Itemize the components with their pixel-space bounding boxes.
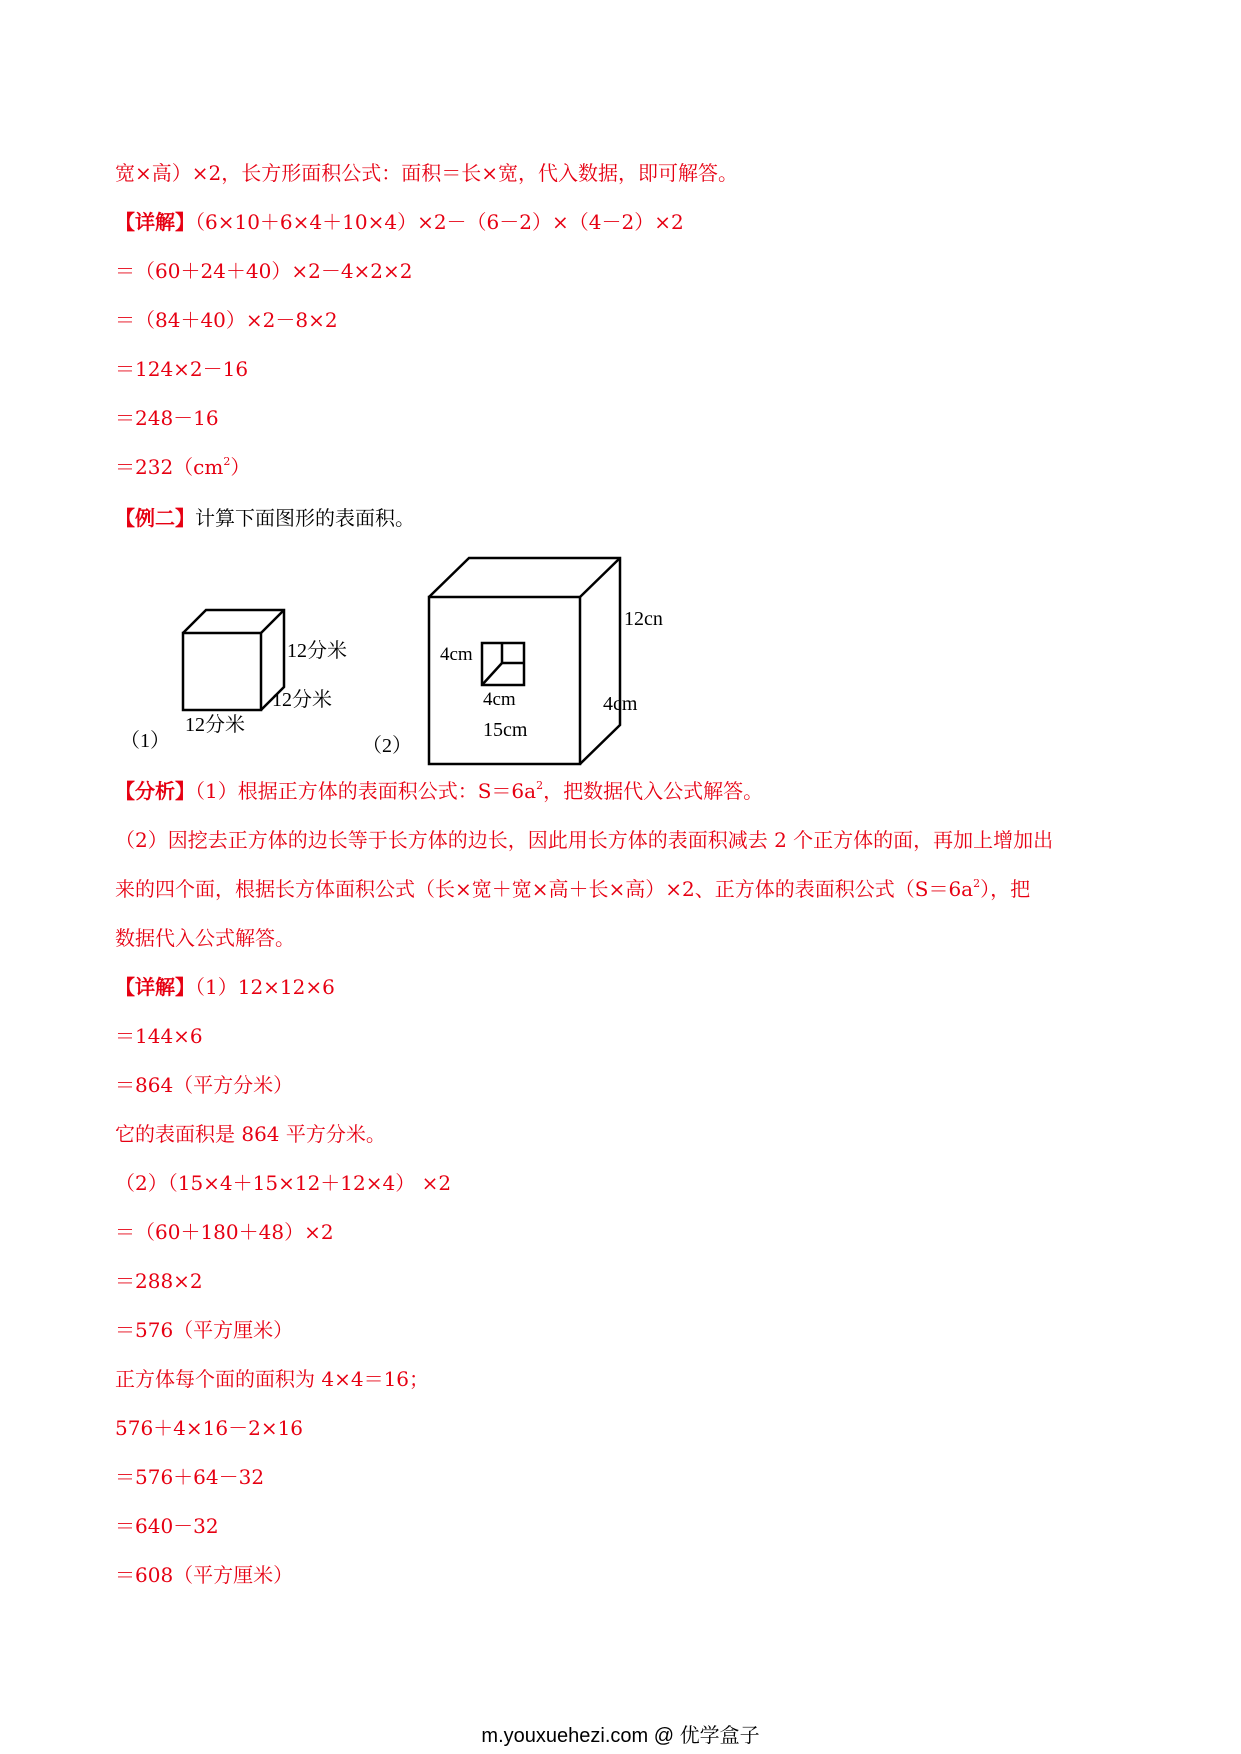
cube-width-label: 12分米 <box>185 714 245 736</box>
result-a: ＝232（cm <box>115 455 224 479</box>
solution-formula: （6×10＋6×4＋10×4）×2－（6－2）×（4－2）×2 <box>195 210 684 234</box>
text-line: ＝608（平方厘米） <box>115 1563 294 1587</box>
hole-bottom-label: 4cm <box>483 689 516 710</box>
example-heading <box>115 503 415 533</box>
superscript: 2 <box>973 877 981 890</box>
cuboid-figure <box>362 550 690 760</box>
analysis-a: （1）根据正方体的表面积公式：S＝6a <box>195 779 537 803</box>
text-line: ＝248－16 <box>115 406 219 430</box>
text-line <box>115 874 1030 904</box>
text-line <box>115 452 250 482</box>
text-line: ＝576＋64－32 <box>115 1465 265 1489</box>
text-line: ＝144×6 <box>115 1024 203 1048</box>
text-line: 576＋4×16－2×16 <box>115 1416 304 1440</box>
text-line: 宽×高）×2，长方形面积公式：面积＝长×宽，代入数据，即可解答。 <box>115 161 738 185</box>
example-text: 计算下面图形的表面积。 <box>195 506 415 530</box>
text-line: ＝（60＋24＋40）×2－4×2×2 <box>115 259 413 283</box>
text-line: 它的表面积是 864 平方分米。 <box>115 1122 386 1146</box>
solution-tag: 【详解】 <box>115 975 195 999</box>
superscript: 2 <box>536 779 544 792</box>
paragraph-a: 来的四个面，根据长方体面积公式（长×宽＋宽×高＋长×高）×2、正方体的表面积公式（S＝6a <box>115 877 974 901</box>
figure-1-label: （1） <box>120 730 170 752</box>
text-line <box>115 972 335 1002</box>
cube-depth-label: 12分米 <box>272 689 332 711</box>
text-line: ＝288×2 <box>115 1269 203 1293</box>
result-b: ） <box>230 455 251 479</box>
cuboid-height-label: 12cn <box>624 608 663 630</box>
text-line: （2）因挖去正方体的边长等于长方体的边长，因此用长方体的表面积减去 2 个正方体的面，再加上增加出 <box>115 828 1054 852</box>
figure-2-label: （2） <box>362 735 412 757</box>
cube-height-label: 12分米 <box>287 640 347 662</box>
superscript: 2 <box>223 455 231 468</box>
example-tag: 【例二】 <box>115 506 195 530</box>
solution-tag: 【详解】 <box>115 210 195 234</box>
text-line: ＝864（平方分米） <box>115 1073 294 1097</box>
text-line: ＝640－32 <box>115 1514 219 1538</box>
hole-side-label: 4cm <box>440 644 473 665</box>
cuboid-width-label: 15cm <box>483 719 528 741</box>
analysis-b: ，把数据代入公式解答。 <box>543 779 764 803</box>
text-line: 正方体每个面的面积为 4×4＝16； <box>115 1367 430 1391</box>
text-line <box>115 776 763 806</box>
text-line: ＝124×2－16 <box>115 357 249 381</box>
solution-text: （1）12×12×6 <box>195 975 335 999</box>
text-line: ＝576（平方厘米） <box>115 1318 294 1342</box>
text-line: （2）（15×4＋15×12＋12×4） ×2 <box>115 1171 452 1195</box>
text-line <box>115 207 684 237</box>
text-line: 数据代入公式解答。 <box>115 926 295 950</box>
analysis-tag: 【分析】 <box>115 779 195 803</box>
text-line: ＝（84＋40）×2－8×2 <box>115 308 338 332</box>
paragraph-b: ），把 <box>980 877 1031 901</box>
footer-watermark: m.youxuehezi.com @ 优学盒子 <box>481 1725 760 1747</box>
cuboid-depth-label: 4cm <box>603 693 638 715</box>
text-line: ＝（60＋180＋48）×2 <box>115 1220 334 1244</box>
cube-figure <box>120 595 370 755</box>
